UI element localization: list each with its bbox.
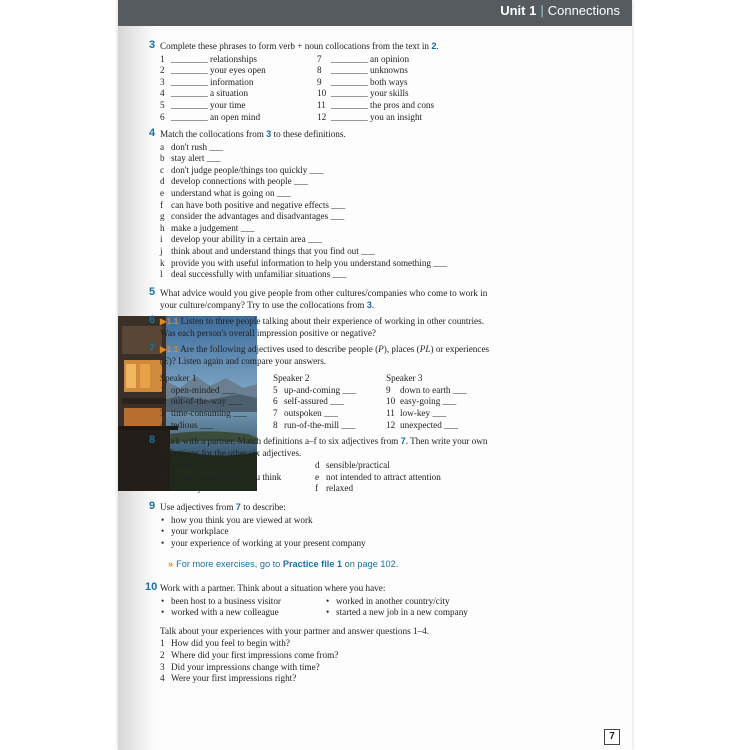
list-item (160, 54, 317, 66)
item-text: relaxed (326, 483, 354, 494)
item-text: can have both positive and negative effects ___ (171, 199, 346, 210)
list-item (160, 112, 317, 124)
item-number: 7 (317, 53, 322, 64)
list-item (317, 112, 472, 124)
item-text: up-and-coming ___ (284, 384, 357, 395)
instruction-text: ), places ( (383, 344, 420, 354)
item-number: 5 (160, 99, 165, 110)
list-item (160, 223, 500, 235)
item-letter: f (315, 483, 319, 494)
list-item (160, 269, 500, 281)
exercise-number: 10 (145, 581, 158, 593)
item-text: How did you feel to begin with? (171, 638, 290, 649)
instruction-text-end: . (436, 41, 439, 51)
item-number: 12 (386, 419, 396, 430)
audio-track-icon[interactable]: ▶1.1 (160, 344, 179, 354)
list-item (160, 638, 500, 650)
list-item (315, 472, 500, 484)
list-item (160, 460, 315, 472)
exercise-number: 5 (149, 286, 156, 298)
code-places: PL (419, 344, 431, 354)
list-item (315, 483, 500, 495)
exercise-reference: 3 (266, 129, 272, 139)
item-text: don't rush ___ (171, 141, 224, 152)
list-item (160, 100, 317, 112)
item-text: outspoken ___ (284, 407, 338, 418)
item-letter: a (160, 141, 165, 152)
item-text: tedious ___ (171, 419, 214, 430)
exercise-number: 4 (149, 127, 156, 139)
item-number: 8 (273, 419, 278, 430)
exercise-6 (149, 314, 500, 339)
code-people: P (378, 344, 384, 354)
practice-file-link[interactable] (168, 559, 398, 569)
practice-text: For more exercises, go to (176, 559, 283, 569)
speaker-column (386, 373, 499, 431)
item-text: easy-going ___ (400, 396, 457, 407)
exercise-number: 7 (149, 342, 156, 354)
page-number: 7 (604, 729, 620, 745)
item-number: 12 (317, 111, 327, 122)
list-item (386, 408, 499, 420)
speaker-column (160, 373, 273, 431)
list-item (160, 153, 500, 165)
item-text: ________ your eyes open (171, 65, 266, 76)
question-list (160, 638, 500, 684)
exercise-number: 6 (149, 314, 156, 326)
list-item (160, 483, 315, 495)
list-item (317, 54, 472, 66)
list-item (160, 408, 273, 420)
item-text: unexpected ___ (400, 419, 458, 430)
collocation-list (160, 54, 500, 124)
item-letter: h (160, 222, 165, 233)
bullet-column-right (325, 596, 500, 619)
code-experiences: E (163, 355, 169, 366)
item-number: 4 (160, 673, 165, 684)
instruction-text-end: to these definitions. (271, 129, 346, 139)
list-item (160, 165, 500, 177)
item-text: Where did your first impressions come from? (171, 649, 339, 660)
exercise-instruction (160, 129, 500, 141)
definition-columns (160, 460, 500, 495)
instruction-text-end: )? Listen again and compare your answers. (168, 355, 327, 366)
list-item (273, 385, 386, 397)
collocation-column-left (160, 54, 317, 124)
list-item (160, 420, 273, 432)
speaker-table (160, 373, 500, 431)
instruction-text-end: to describe: (240, 502, 286, 512)
exercise-reference: 7 (400, 436, 406, 446)
list-item (160, 650, 500, 662)
exercise-number: 8 (149, 434, 156, 446)
item-text: not intended to attract attention (326, 471, 441, 482)
list-item (160, 385, 273, 397)
item-letter: e (315, 471, 320, 482)
item-text: ordinary (171, 483, 203, 494)
list-item (273, 408, 386, 420)
item-text: ________ a situation (171, 88, 249, 99)
unit-header-bar (118, 0, 632, 26)
list-item (160, 65, 317, 77)
bullet-column-left (160, 596, 325, 619)
item-number: 3 (160, 76, 165, 87)
audio-track-icon[interactable]: ▶1.1 (160, 316, 179, 326)
item-text: open-minded ___ (171, 384, 236, 395)
unit-label: Unit 1 (500, 3, 537, 18)
list-item (317, 65, 472, 77)
instruction-text: Are the following adjectives used to describe people ( (180, 344, 379, 354)
item-number: 2 (160, 65, 165, 76)
exercise-instruction: Work with a partner. Think about a situation where you have: (160, 583, 386, 593)
instruction-text: Match the collocations from (160, 129, 267, 139)
unit-title: Connections (547, 3, 620, 18)
list-item (160, 211, 500, 223)
exercise-10 (145, 581, 500, 685)
item-text: ________ both ways (331, 76, 408, 87)
instruction-text-end: . Then write your own definitions for the other six adjectives. (160, 436, 488, 458)
exercise-instruction (160, 502, 500, 514)
double-chevron-icon: » (168, 559, 174, 569)
exercise-number: 9 (149, 500, 156, 512)
instruction-text: Listen to three people talking about their experience of working in other countries. Was each person's overall impression positive or negative? (160, 316, 485, 338)
instruction-text: Work with a partner. Match definitions a–f to six adjectives from (160, 436, 401, 446)
item-number: 11 (386, 407, 395, 418)
list-item (386, 396, 499, 408)
list-item (317, 88, 472, 100)
item-text: saying exactly what you think (171, 471, 282, 482)
item-number: 3 (160, 661, 165, 672)
list-item: • your workplace (160, 526, 500, 538)
item-text: develop your ability in a certain area ___ (171, 234, 322, 245)
item-number: 2 (160, 649, 165, 660)
instruction-text: Complete these phrases to form verb + noun collocations from the text in (160, 41, 432, 51)
item-text: down to earth ___ (400, 384, 467, 395)
item-letter: c (160, 164, 165, 175)
list-item (160, 188, 500, 200)
exercise-reference: 7 (235, 502, 241, 512)
item-number: 1 (160, 53, 165, 64)
item-number: 10 (386, 396, 396, 407)
item-text: think about and understand things that you find out ___ (171, 245, 375, 256)
list-item (386, 385, 499, 397)
list-item (317, 100, 472, 112)
exercise-3 (149, 39, 500, 123)
item-text: ________ an open mind (171, 111, 261, 122)
item-letter: d (315, 460, 320, 471)
item-letter: c (160, 483, 165, 494)
speaker-heading: Speaker 3 (386, 373, 423, 384)
list-item (160, 472, 315, 484)
exercise-reference: 2 (431, 41, 437, 51)
exercise-5 (149, 286, 500, 311)
exercise-7 (149, 342, 500, 431)
item-number: 10 (317, 88, 327, 99)
item-letter: j (160, 245, 163, 256)
list-item: • worked with a new colleague (160, 607, 325, 619)
item-number: 2 (160, 396, 165, 407)
item-text: ________ the pros and cons (331, 99, 435, 110)
list-item (160, 200, 500, 212)
exercise-instruction (160, 288, 500, 311)
item-text: stay alert ___ (171, 153, 221, 164)
speaker-heading: Speaker 2 (273, 373, 310, 384)
item-number: 3 (160, 407, 165, 418)
exercise-reference: 3 (366, 299, 372, 310)
item-number: 1 (160, 638, 165, 649)
item-text: consider the advantages and disadvantages ___ (171, 211, 345, 222)
exercise-instruction (160, 436, 500, 459)
item-text: self-assured ___ (284, 396, 344, 407)
item-text: out-of-the-way ___ (171, 396, 243, 407)
speaker-column (273, 373, 386, 431)
item-number: 4 (160, 88, 165, 99)
item-text: time-consuming ___ (171, 407, 247, 418)
item-text: make a judgement ___ (171, 222, 255, 233)
item-text: Were your first impressions right? (171, 673, 297, 684)
definition-column-right (315, 460, 500, 495)
item-letter: i (160, 234, 163, 245)
list-item (160, 662, 500, 674)
item-text: low-key ___ (400, 407, 447, 418)
exercise-instruction (160, 316, 500, 339)
exercise-9 (149, 500, 500, 549)
item-letter: b (160, 471, 165, 482)
exercise-number: 3 (149, 39, 156, 51)
item-letter: e (160, 187, 165, 198)
item-text: ________ you an insight (331, 111, 423, 122)
list-item (273, 396, 386, 408)
item-number: 11 (317, 99, 326, 110)
item-text: run-of-the-mill ___ (284, 419, 356, 430)
list-item (160, 77, 317, 89)
list-item: • started a new job in a new company (325, 607, 500, 619)
list-item (160, 176, 500, 188)
instruction-text: What advice would you give people from other cultures/companies who come to work in your culture/company? Try to use the collocations from (160, 288, 488, 310)
exercise-instruction (160, 344, 500, 367)
item-text: Did your impressions change with time? (171, 661, 320, 672)
list-item (160, 396, 273, 408)
item-letter: a (160, 460, 165, 471)
instruction-text: ) or experiences ( (160, 344, 490, 366)
item-number: 1 (160, 384, 165, 395)
item-text: ________ an opinion (331, 53, 410, 64)
exercise-8 (149, 434, 500, 495)
list-item (317, 77, 472, 89)
item-text: ________ unknowns (331, 65, 408, 76)
item-text: boring (171, 460, 195, 471)
list-item (160, 88, 317, 100)
list-item (315, 460, 500, 472)
collocation-column-right (317, 54, 472, 124)
practice-text-end: on page 102. (342, 559, 399, 569)
item-number: 4 (160, 419, 165, 430)
item-letter: g (160, 211, 165, 222)
item-letter: k (160, 257, 165, 268)
list-item (273, 420, 386, 432)
item-letter: b (160, 153, 165, 164)
item-letter: d (160, 176, 165, 187)
list-item (160, 234, 500, 246)
list-item: • how you think you are viewed at work (160, 515, 500, 527)
list-item (386, 420, 499, 432)
item-number: 8 (317, 65, 322, 76)
item-text: provide you with useful information to help you understand something ___ (171, 257, 448, 268)
bullet-list (160, 515, 500, 550)
item-text: sensible/practical (326, 460, 390, 471)
instruction-text: Use adjectives from (160, 502, 236, 512)
item-text: understand what is going on ___ (171, 187, 291, 198)
exercise-instruction (160, 41, 500, 53)
item-number: 5 (273, 384, 278, 395)
header-separator: | (540, 3, 544, 18)
item-number: 7 (273, 407, 278, 418)
item-letter: l (160, 269, 163, 280)
list-item (160, 258, 500, 270)
item-text: ________ information (171, 76, 254, 87)
instruction-text-end: . (371, 299, 375, 310)
list-item (160, 673, 500, 685)
item-number: 6 (273, 396, 278, 407)
item-text: develop connections with people ___ (171, 176, 308, 187)
item-text: ________ relationships (171, 53, 257, 64)
item-letter: f (160, 199, 164, 210)
item-text: deal successfully with unfamiliar situations ___ (171, 269, 347, 280)
definition-list (160, 142, 500, 281)
situation-bullets (160, 596, 500, 619)
item-text: ________ your time (171, 99, 246, 110)
item-text: ________ your skills (331, 88, 409, 99)
item-number: 9 (386, 384, 391, 395)
speaker-heading: Speaker 1 (160, 373, 197, 384)
list-item: • worked in another country/city (325, 596, 500, 608)
item-number: 9 (317, 76, 322, 87)
list-item: • your experience of working at your present company (160, 538, 500, 550)
unit-header (500, 3, 620, 18)
talk-instruction: Talk about your experiences with your partner and answer questions 1–4. (160, 625, 430, 636)
item-text: don't judge people/things too quickly ___ (171, 164, 324, 175)
list-item (160, 142, 500, 154)
exercise-4 (149, 127, 500, 281)
list-item: • been host to a business visitor (160, 596, 325, 608)
practice-file-name: Practice file 1 (282, 559, 343, 569)
item-number: 6 (160, 111, 165, 122)
definition-column-left (160, 460, 315, 495)
list-item (160, 246, 500, 258)
